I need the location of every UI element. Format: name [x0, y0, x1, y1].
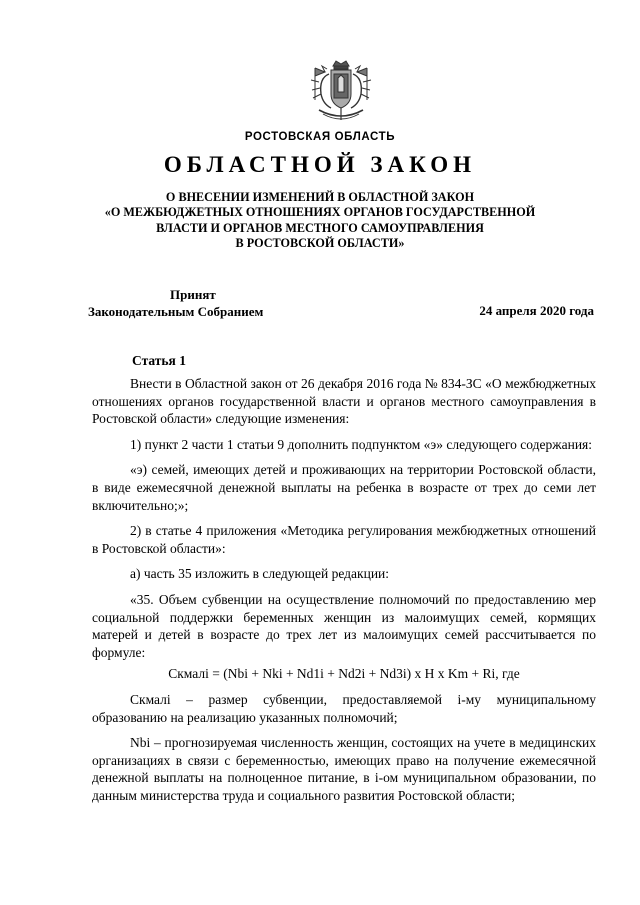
paragraph: «э) семей, имеющих детей и проживающих на территории Ростовской области, в виде ежемесячной денежной выплаты на ребенка в возрасте от трех до семи лет включительно;»; [92, 462, 596, 513]
paragraph: а) часть 35 изложить в следующей редакции: [130, 566, 390, 582]
paragraph: «35. Объем субвенции на осуществление полномочий по предоставлению мер социальной поддержки беременных женщин из малоимущих семей, кормящих матерей и детей в возрасте до трех лет из малоимущих семей рассчитывается по формуле: [92, 591, 596, 660]
adopted-label: Принят [170, 287, 216, 302]
article-body [92, 375, 596, 812]
law-type-title: ОБЛАСТНОЙ ЗАКОН [163, 152, 477, 177]
paragraph: Внести в Областной закон от 26 декабря 2016 года № 834-ЗС «О межбюджетных отношениях органов государственной власти и органов местного самоуправления в Ростовской области» следующие изменения: [92, 376, 596, 427]
adopted-by-label: Законодательным Собранием [88, 304, 264, 319]
subtitle-line: О ВНЕСЕНИИ ИЗМЕНЕНИЙ В ОБЛАСТНОЙ ЗАКОН [165, 190, 475, 204]
article-heading: Статья 1 [132, 353, 186, 368]
subtitle-line: В РОСТОВСКОЙ ОБЛАСТИ» [235, 236, 405, 251]
paragraph: Скмалi – размер субвенции, предоставляемой i-му муниципальному образованию на реализацию указанных полномочий; [92, 691, 596, 725]
paragraph: 1) пункт 2 части 1 статьи 9 дополнить подпунктом «э» следующего содержания: [130, 436, 592, 452]
paragraph: Nbi – прогнозируемая численность женщин, состоящих на учете в медицинских организациях в связи с беременностью, имеющих право на получение ежемесячной денежной выплаты на полноценное питание, в i-ом муниципальном образовании, по данным министерства труда и социального развития Ростовской области; [92, 735, 596, 803]
subtitle-line: «О МЕЖБЮДЖЕТНЫХ ОТНОШЕНИЯХ ОРГАНОВ ГОСУДАРСТВЕННОЙ [104, 205, 536, 220]
law-subtitle [60, 190, 580, 252]
paragraph: 2) в статье 4 приложения «Методика регулирования межбюджетных отношений в Ростовской области»: [92, 523, 596, 556]
coat-of-arms-icon [305, 60, 377, 126]
formula: Скмалi = (Nbi + Nki + Nd1i + Nd2i + Nd3i) х Н х Km + Ri, где [168, 666, 520, 682]
region-name: РОСТОВСКАЯ ОБЛАСТЬ [244, 131, 396, 143]
adoption-block [88, 286, 308, 320]
subtitle-line: ВЛАСТИ И ОРГАНОВ МЕСТНОГО САМОУПРАВЛЕНИЯ [156, 220, 484, 235]
adoption-date: 24 апреля 2020 года [479, 303, 594, 318]
